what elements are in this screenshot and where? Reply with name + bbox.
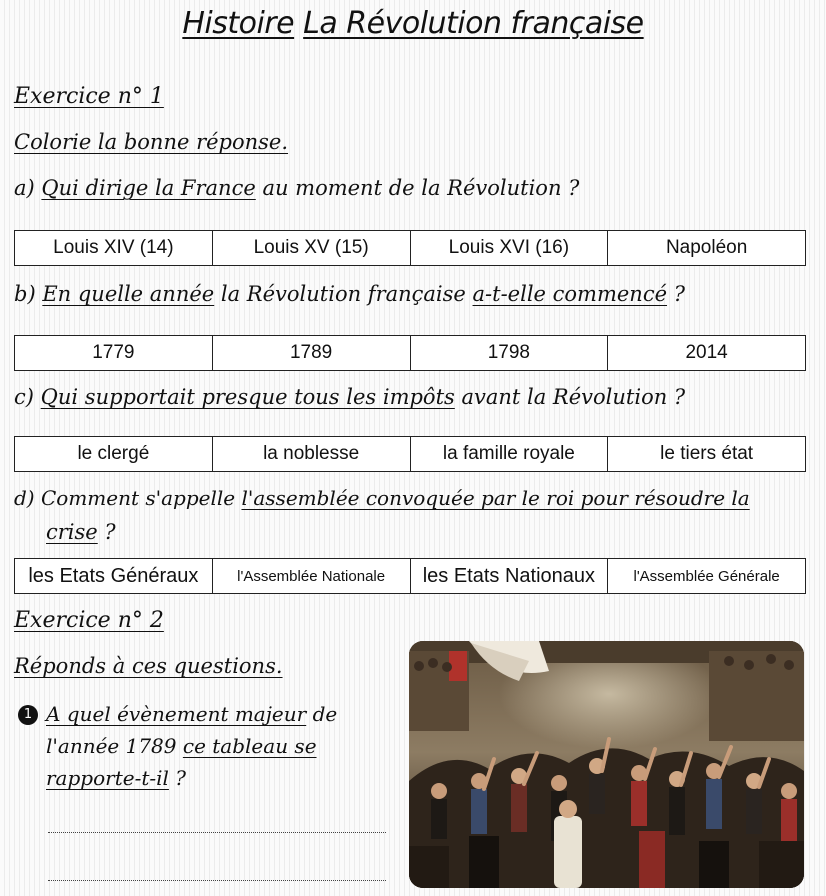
- exercise1-title: Exercice n° 1: [14, 84, 164, 109]
- question-b-part1: En quelle année: [42, 282, 215, 306]
- question-d-line2: [46, 520, 116, 544]
- answer-option[interactable]: les Etats Nationaux: [410, 559, 608, 594]
- question-d-underlined: l'assemblée convoquée par le roi pour résoudre la: [241, 486, 750, 510]
- question-c-rest: avant la Révolution ?: [454, 385, 686, 409]
- question-c-underlined: Qui supportait presque tous les impôts: [40, 385, 455, 409]
- question-b: [14, 282, 685, 306]
- question-d-line2-underlined: crise: [46, 520, 98, 544]
- question-letter: b): [14, 282, 36, 306]
- answer-option[interactable]: la famille royale: [410, 437, 608, 472]
- title-subject: Histoire: [182, 6, 295, 41]
- answer-option[interactable]: l'Assemblée Nationale: [212, 559, 410, 594]
- exercise1-instruction: Colorie la bonne réponse.: [14, 130, 289, 154]
- question-d-plain: Comment s'appelle: [40, 486, 242, 510]
- question1-rest: de: [306, 702, 338, 726]
- question-letter: d): [14, 486, 35, 510]
- answer-option[interactable]: le clergé: [15, 437, 213, 472]
- answer-line[interactable]: [48, 880, 386, 881]
- question-letter: a): [14, 176, 35, 200]
- answer-option[interactable]: 1789: [212, 336, 410, 371]
- question1-line3-rest: ?: [168, 766, 187, 790]
- answers-a: [14, 230, 806, 266]
- exercise2-question1-line1: [18, 702, 337, 726]
- answer-option[interactable]: les Etats Généraux: [15, 559, 213, 594]
- exercise2-question1-line3: [46, 766, 186, 790]
- question1-line3-underlined: rapporte-t-il: [46, 766, 169, 790]
- question-a-underlined: Qui dirige la France: [41, 176, 256, 200]
- question-d-line2-rest: ?: [97, 520, 116, 544]
- question-b-part3: a-t-elle commencé: [472, 282, 668, 306]
- painting-illustration: [409, 641, 804, 888]
- question-a-rest: au moment de la Révolution ?: [255, 176, 580, 200]
- answer-option[interactable]: le tiers état: [608, 437, 806, 472]
- question-d-line1: [14, 486, 750, 510]
- question-c: [14, 385, 685, 409]
- answer-option[interactable]: l'Assemblée Générale: [608, 559, 806, 594]
- answer-option[interactable]: Louis XVI (16): [410, 231, 608, 266]
- question1-line2-underlined: ce tableau se: [182, 734, 317, 758]
- answer-option[interactable]: 2014: [608, 336, 806, 371]
- question-b-part4: ?: [667, 282, 685, 306]
- title-topic: La Révolution française: [303, 6, 644, 41]
- exercise2-question1-line2: [46, 734, 317, 758]
- question-b-part2: la Révolution française: [214, 282, 473, 306]
- answer-option[interactable]: Louis XV (15): [212, 231, 410, 266]
- answer-option[interactable]: Louis XIV (14): [15, 231, 213, 266]
- question1-line2-plain: l'année 1789: [46, 734, 183, 758]
- answer-option[interactable]: la noblesse: [212, 437, 410, 472]
- answer-line[interactable]: [48, 832, 386, 833]
- answer-option[interactable]: 1779: [15, 336, 213, 371]
- page-title: [0, 6, 826, 41]
- question1-underlined: A quel évènement majeur: [46, 702, 307, 726]
- exercise2-instruction: Réponds à ces questions.: [14, 654, 283, 678]
- question-number-badge: 1: [18, 705, 38, 725]
- answers-d: [14, 558, 806, 594]
- exercise2-title: Exercice n° 2: [14, 608, 164, 633]
- answer-option[interactable]: 1798: [410, 336, 608, 371]
- answer-option[interactable]: Napoléon: [608, 231, 806, 266]
- question-letter: c): [14, 385, 34, 409]
- painting-image: [409, 641, 804, 888]
- question-a: [14, 176, 579, 200]
- answers-c: [14, 436, 806, 472]
- answers-b: [14, 335, 806, 371]
